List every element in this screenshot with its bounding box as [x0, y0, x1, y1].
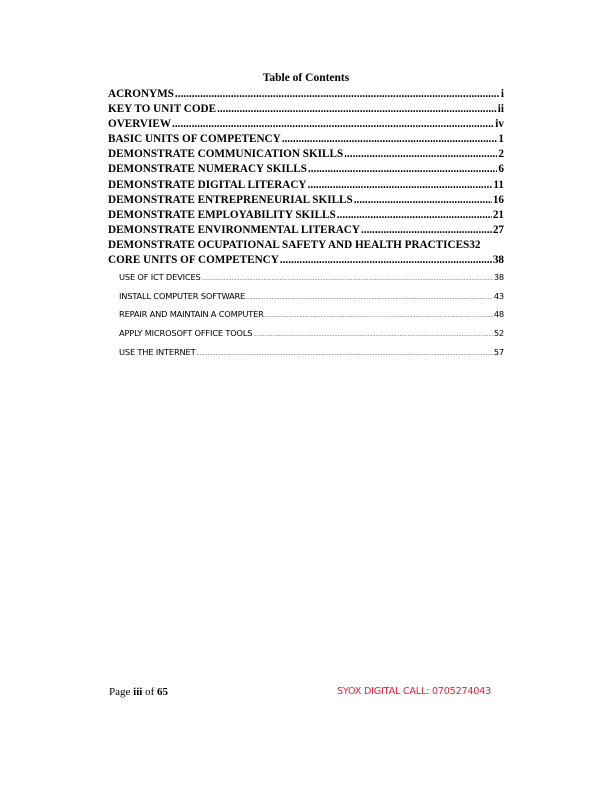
dot-leader	[354, 193, 492, 208]
toc-entry-label: DEMONSTRATE COMMUNICATION SKILLS	[108, 148, 344, 161]
toc-entry-page: 6	[498, 163, 504, 176]
toc-entry-label: OVERVIEW	[108, 118, 172, 131]
toc-entry-apply-office-tools[interactable]	[108, 324, 504, 343]
toc-entry-occupational-safety[interactable]	[108, 238, 504, 253]
dot-leader	[282, 132, 498, 147]
toc-entry-basic-units[interactable]	[108, 132, 504, 147]
dot-leader	[175, 87, 500, 102]
toc-entry-page: iv	[495, 118, 504, 131]
toc-entry-page: 21	[492, 208, 504, 221]
page-number	[109, 686, 168, 698]
dot-leader	[265, 307, 493, 326]
footer-contact: SYOX DIGITAL CALL: 0705274043	[337, 686, 492, 697]
toc-entry-core-units[interactable]	[108, 253, 504, 268]
toc-entry-label: DEMONSTRATE DIGITAL LITERACY	[108, 178, 307, 191]
toc-entry-page: i	[500, 88, 504, 100]
toc-entry-key-to-unit-code[interactable]	[108, 102, 504, 117]
toc-entry-entrepreneurial-skills[interactable]	[108, 193, 504, 208]
toc-entry-label: KEY TO UNIT CODE	[108, 103, 217, 116]
dot-leader	[253, 326, 492, 345]
toc-entry-employability-skills[interactable]	[108, 208, 504, 223]
dot-leader	[217, 102, 497, 117]
dot-leader	[361, 223, 492, 238]
toc-entry-label: CORE UNITS OF COMPETENCY	[108, 254, 279, 267]
toc-entry-label: DEMONSTRATE ENTREPRENEURIAL SKILLS	[108, 193, 353, 206]
toc-entry-page: 57	[493, 346, 504, 357]
toc-entry-label: DEMONSTRATE NUMERACY SKILLS	[108, 163, 307, 176]
toc-entry-digital-literacy[interactable]	[108, 178, 504, 193]
toc-entry-page: 48	[493, 309, 504, 320]
page-current: iii	[133, 686, 143, 698]
table-of-contents	[108, 87, 504, 361]
page-total: 65	[156, 686, 168, 698]
dot-leader	[172, 117, 494, 132]
dot-leader	[196, 345, 492, 364]
toc-entry-page: 43	[493, 290, 504, 301]
toc-entry-label: DEMONSTRATE OCUPATIONAL SAFETY AND HEALTH PRACTICES	[108, 238, 470, 251]
toc-entry-page: 38	[493, 272, 504, 283]
dot-leader	[308, 178, 493, 193]
toc-entry-page: 1	[498, 133, 504, 146]
toc-entry-install-computer-software[interactable]	[108, 287, 504, 306]
toc-entry-page: 32	[469, 238, 481, 251]
toc-entry-label: DEMONSTRATE EMPLOYABILITY SKILLS	[108, 208, 336, 221]
dot-leader	[308, 162, 497, 177]
toc-entry-label: USE OF ICT DEVICES	[119, 272, 201, 283]
toc-entry-page: 27	[492, 223, 504, 236]
dot-leader	[280, 253, 492, 268]
toc-entry-communication-skills[interactable]	[108, 147, 504, 162]
dot-leader	[246, 289, 493, 308]
page-of: of	[142, 686, 157, 698]
toc-entry-page: 2	[498, 148, 504, 161]
dot-leader	[202, 270, 493, 289]
toc-entry-page: ii	[497, 103, 504, 116]
toc-entry-label: BASIC UNITS OF COMPETENCY	[108, 133, 281, 146]
dot-leader	[337, 208, 492, 223]
toc-entry-use-the-internet[interactable]	[108, 343, 504, 362]
toc-entry-page: 52	[493, 327, 504, 338]
toc-entry-page: 16	[492, 193, 504, 206]
toc-entry-label: REPAIR AND MAINTAIN A COMPUTER	[119, 309, 264, 320]
toc-entry-label: DEMONSTRATE ENVIRONMENTAL LITERACY	[108, 223, 360, 236]
toc-entry-use-of-ict-devices[interactable]	[108, 268, 504, 287]
toc-entry-label: USE THE INTERNET	[119, 346, 196, 357]
page-prefix: Page	[109, 686, 134, 698]
toc-entry-numeracy-skills[interactable]	[108, 162, 504, 177]
toc-title: Table of Contents	[262, 72, 350, 84]
toc-entry-page: 38	[492, 254, 504, 267]
toc-entry-acronyms[interactable]	[108, 87, 504, 102]
toc-entry-label: INSTALL COMPUTER SOFTWARE	[119, 290, 246, 301]
dot-leader	[344, 147, 497, 162]
toc-entry-page: 11	[493, 178, 504, 191]
toc-entry-label: APPLY MICROSOFT OFFICE TOOLS	[119, 327, 253, 338]
toc-entry-overview[interactable]	[108, 117, 504, 132]
toc-entry-repair-maintain-computer[interactable]	[108, 305, 504, 324]
toc-entry-environmental-literacy[interactable]	[108, 223, 504, 238]
toc-entry-label: ACRONYMS	[108, 88, 174, 100]
